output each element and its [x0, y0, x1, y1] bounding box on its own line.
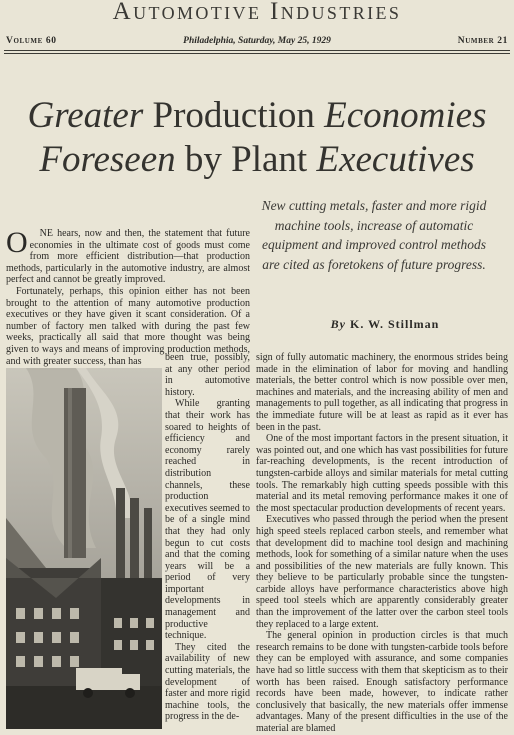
paragraph: Fortunately, perhaps, this opinion either has not been brought to the attention of many automotive production executives or they have given it scant consideration. Of a number of factory men talked with during the past few weeks, practically all said that more thought was being given to ways and means of improving production methods, and with greater success, than has: [6, 285, 250, 367]
paragraph: sign of fully automatic machinery, the enormous strides being made in the elimination of labor for moving and handling materials, the better control which is now possible over men, machines and materials, and the increasing ability of men and managements to pull together, as all indicating that progress in the immediate future will be at least as rapid as it ever has been in the past.: [256, 352, 508, 433]
narrow-column: [165, 352, 250, 723]
article-deck: New cutting metals, faster and more rigid machine tools, increase of automatic equipment and improved control methods are cited as foretokens of future progress.: [261, 198, 487, 272]
volume-label: Volume 60: [6, 36, 57, 46]
masthead-rule-thin: [4, 53, 510, 54]
headline-line-1: [0, 94, 514, 138]
masthead-title: [0, 0, 514, 24]
headline-word: Economies: [324, 95, 487, 136]
paragraph: While granting that their work has soared to heights of efficiency and economy rarely reached in distribution channels, these production executives seemed to be of a single mind that they had only begun to cut costs and that the coming years will be a period of very important developments in management and productive technique.: [165, 398, 250, 642]
paragraph: [6, 228, 250, 286]
paragraph: The general opinion in production circles is that much research remains to be done with tungsten-carbide tools before they can be employed with assurance, and some companies have had so little success with them that skepticism as to their worth has been raised. Enough satisfactory performance records have been made, however, to indicate rather conclusively that basically, the new materials offer immense advantages. Many of the present difficulties in the use of the material are blamed: [256, 630, 508, 734]
right-column: [256, 352, 508, 735]
issue-date: Philadelphia, Saturday, May 25, 1929: [183, 36, 331, 46]
headline-word: by Plant: [184, 139, 308, 180]
factory-illustration: [6, 368, 162, 729]
paragraph: One of the most important factors in the present situation, it was pointed out, and one which has vast possibilities for future far-reaching developments, is the recent introduction of tungsten-carbide alloys and similar materials for metal cutting tools. The remarkably high cutting speeds possible with this material and its metal removing performance makes it one of the most spectacular production developments of recent years.: [256, 433, 508, 514]
author-name: K. W. Stillman: [349, 317, 440, 331]
headline-word: Production: [152, 95, 315, 136]
headline-line-2: [0, 138, 514, 182]
byline-by: By: [330, 317, 346, 331]
headline-word: Greater: [27, 95, 144, 136]
drop-cap: O: [6, 226, 28, 259]
paragraph: been true, possibly, at any other period in automotive history.: [165, 352, 250, 398]
left-column: [6, 228, 250, 367]
paragraph-text: NE hears, now and then, the statement that future economies in the ultimate cost of goods must come from more efficient distribution—that production methods, particularly in the automotive industry, are almost perfect and cannot be greatly improved.: [6, 228, 250, 286]
factory-drawing: [6, 368, 162, 729]
headline-word: Foreseen: [39, 139, 176, 180]
issue-number: Number 21: [457, 36, 508, 46]
headline-word: Executives: [316, 139, 475, 180]
issue-line: [6, 34, 508, 48]
masthead-text: Automotive Industries: [112, 0, 402, 25]
paragraph: Executives who passed through the period when the present high speed steels replaced carbon steels, and remember what that development did to machine tool design and machining methods, look for something of a similar nature when the uses and possibilities of the new materials are fully known. This they believe to be particularly probable since the tungsten-carbide alloys have performance characteristics above high speed tool steels which are apparently considerably greater than the improvement of the latter over the carbon steel tools they replaced to a large extent.: [256, 514, 508, 630]
masthead-rule: [4, 50, 510, 51]
byline: [300, 317, 470, 332]
paragraph: They cited the availability of new cutting materials, the development of faster and more rigid machine tools, the progress in the de-: [165, 641, 250, 723]
